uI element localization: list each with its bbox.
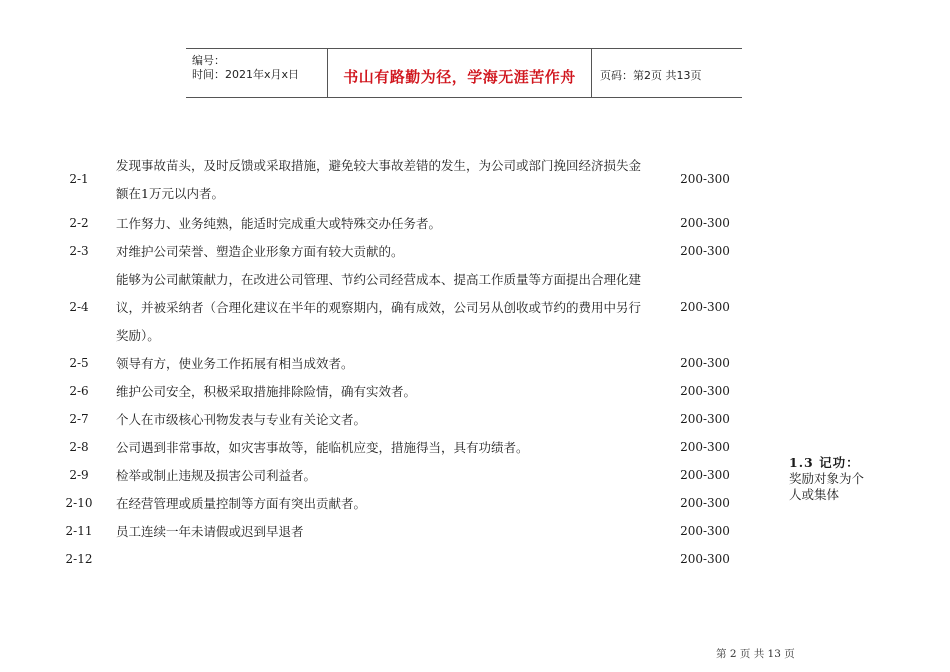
table-row	[0, 152, 950, 208]
row-code: 2-4	[69, 300, 89, 314]
row-description: 检举或制止违规及损害公司利益者。	[116, 468, 317, 483]
table-row	[0, 238, 950, 266]
header-meta-cell	[186, 49, 328, 97]
side-note	[789, 455, 874, 503]
row-code: 2-7	[69, 412, 89, 426]
row-description: 发现事故苗头，及时反馈或采取措施，避免较大事故差错的发生，为公司或部门挽回经济损失金额在1万元以内者。	[116, 158, 642, 201]
row-description: 领导有方，使业务工作拓展有相当成效者。	[116, 356, 354, 371]
row-description: 个人在市级核心刊物发表与专业有关论文者。	[116, 412, 367, 427]
row-code: 2-2	[69, 216, 89, 230]
row-amount: 200-300	[680, 412, 730, 426]
row-amount: 200-300	[680, 496, 730, 510]
row-amount: 200-300	[680, 216, 730, 230]
row-description: 对维护公司荣誉、塑造企业形象方面有较大贡献的。	[116, 244, 404, 259]
table-row	[0, 266, 950, 350]
row-amount: 200-300	[680, 440, 730, 454]
table-row	[0, 350, 950, 378]
row-amount: 200-300	[680, 172, 730, 186]
row-code: 2-12	[65, 552, 93, 566]
table-row	[0, 210, 950, 238]
doc-number-label: 编号：	[192, 54, 225, 67]
row-code: 2-10	[65, 496, 93, 510]
row-amount: 200-300	[680, 244, 730, 258]
table-row	[0, 546, 950, 574]
row-description: 工作努力、业务纯熟，能适时完成重大或特殊交办任务者。	[116, 216, 442, 231]
header-page-cell	[592, 49, 742, 97]
side-note-text: 奖励对象为个人或集体	[789, 471, 865, 502]
row-code: 2-9	[69, 468, 89, 482]
row-code: 2-11	[65, 524, 93, 538]
row-description: 能够为公司献策献力，在改进公司管理、节约公司经营成本、提高工作质量等方面提出合理化建议，并被采纳者（合理化建议在半年的观察期内，确有成效，公司另从创收或节约的费用中另行奖励）。	[116, 272, 642, 343]
row-amount: 200-300	[680, 552, 730, 566]
side-note-title: 1.3 记功：	[789, 455, 860, 470]
header-page-info: 页码：第2页 共13页	[600, 69, 702, 82]
row-code: 2-1	[69, 172, 89, 186]
row-amount: 200-300	[680, 300, 730, 314]
row-code: 2-6	[69, 384, 89, 398]
table-row	[0, 378, 950, 406]
row-code: 2-5	[69, 356, 89, 370]
row-description: 维护公司安全，积极采取措施排除险情，确有实效者。	[116, 384, 417, 399]
row-amount: 200-300	[680, 468, 730, 482]
table-row	[0, 406, 950, 434]
page-footer: 第 2 页 共 13 页	[716, 648, 795, 660]
row-description: 公司遇到非常事故，如灾害事故等，能临机应变，措施得当，具有功绩者。	[116, 440, 529, 455]
row-description: 员工连续一年未请假或迟到早退者	[116, 524, 304, 539]
document-header	[186, 48, 742, 98]
row-amount: 200-300	[680, 524, 730, 538]
table-row	[0, 518, 950, 546]
row-description: 在经营管理或质量控制等方面有突出贡献者。	[116, 496, 367, 511]
header-motto-cell	[328, 49, 592, 97]
row-amount: 200-300	[680, 384, 730, 398]
row-code: 2-8	[69, 440, 89, 454]
row-code: 2-3	[69, 244, 89, 258]
header-motto: 书山有路勤为径，学海无涯苦作舟	[343, 68, 576, 86]
row-amount: 200-300	[680, 356, 730, 370]
doc-time-label: 时间：2021年x月x日	[192, 68, 300, 81]
